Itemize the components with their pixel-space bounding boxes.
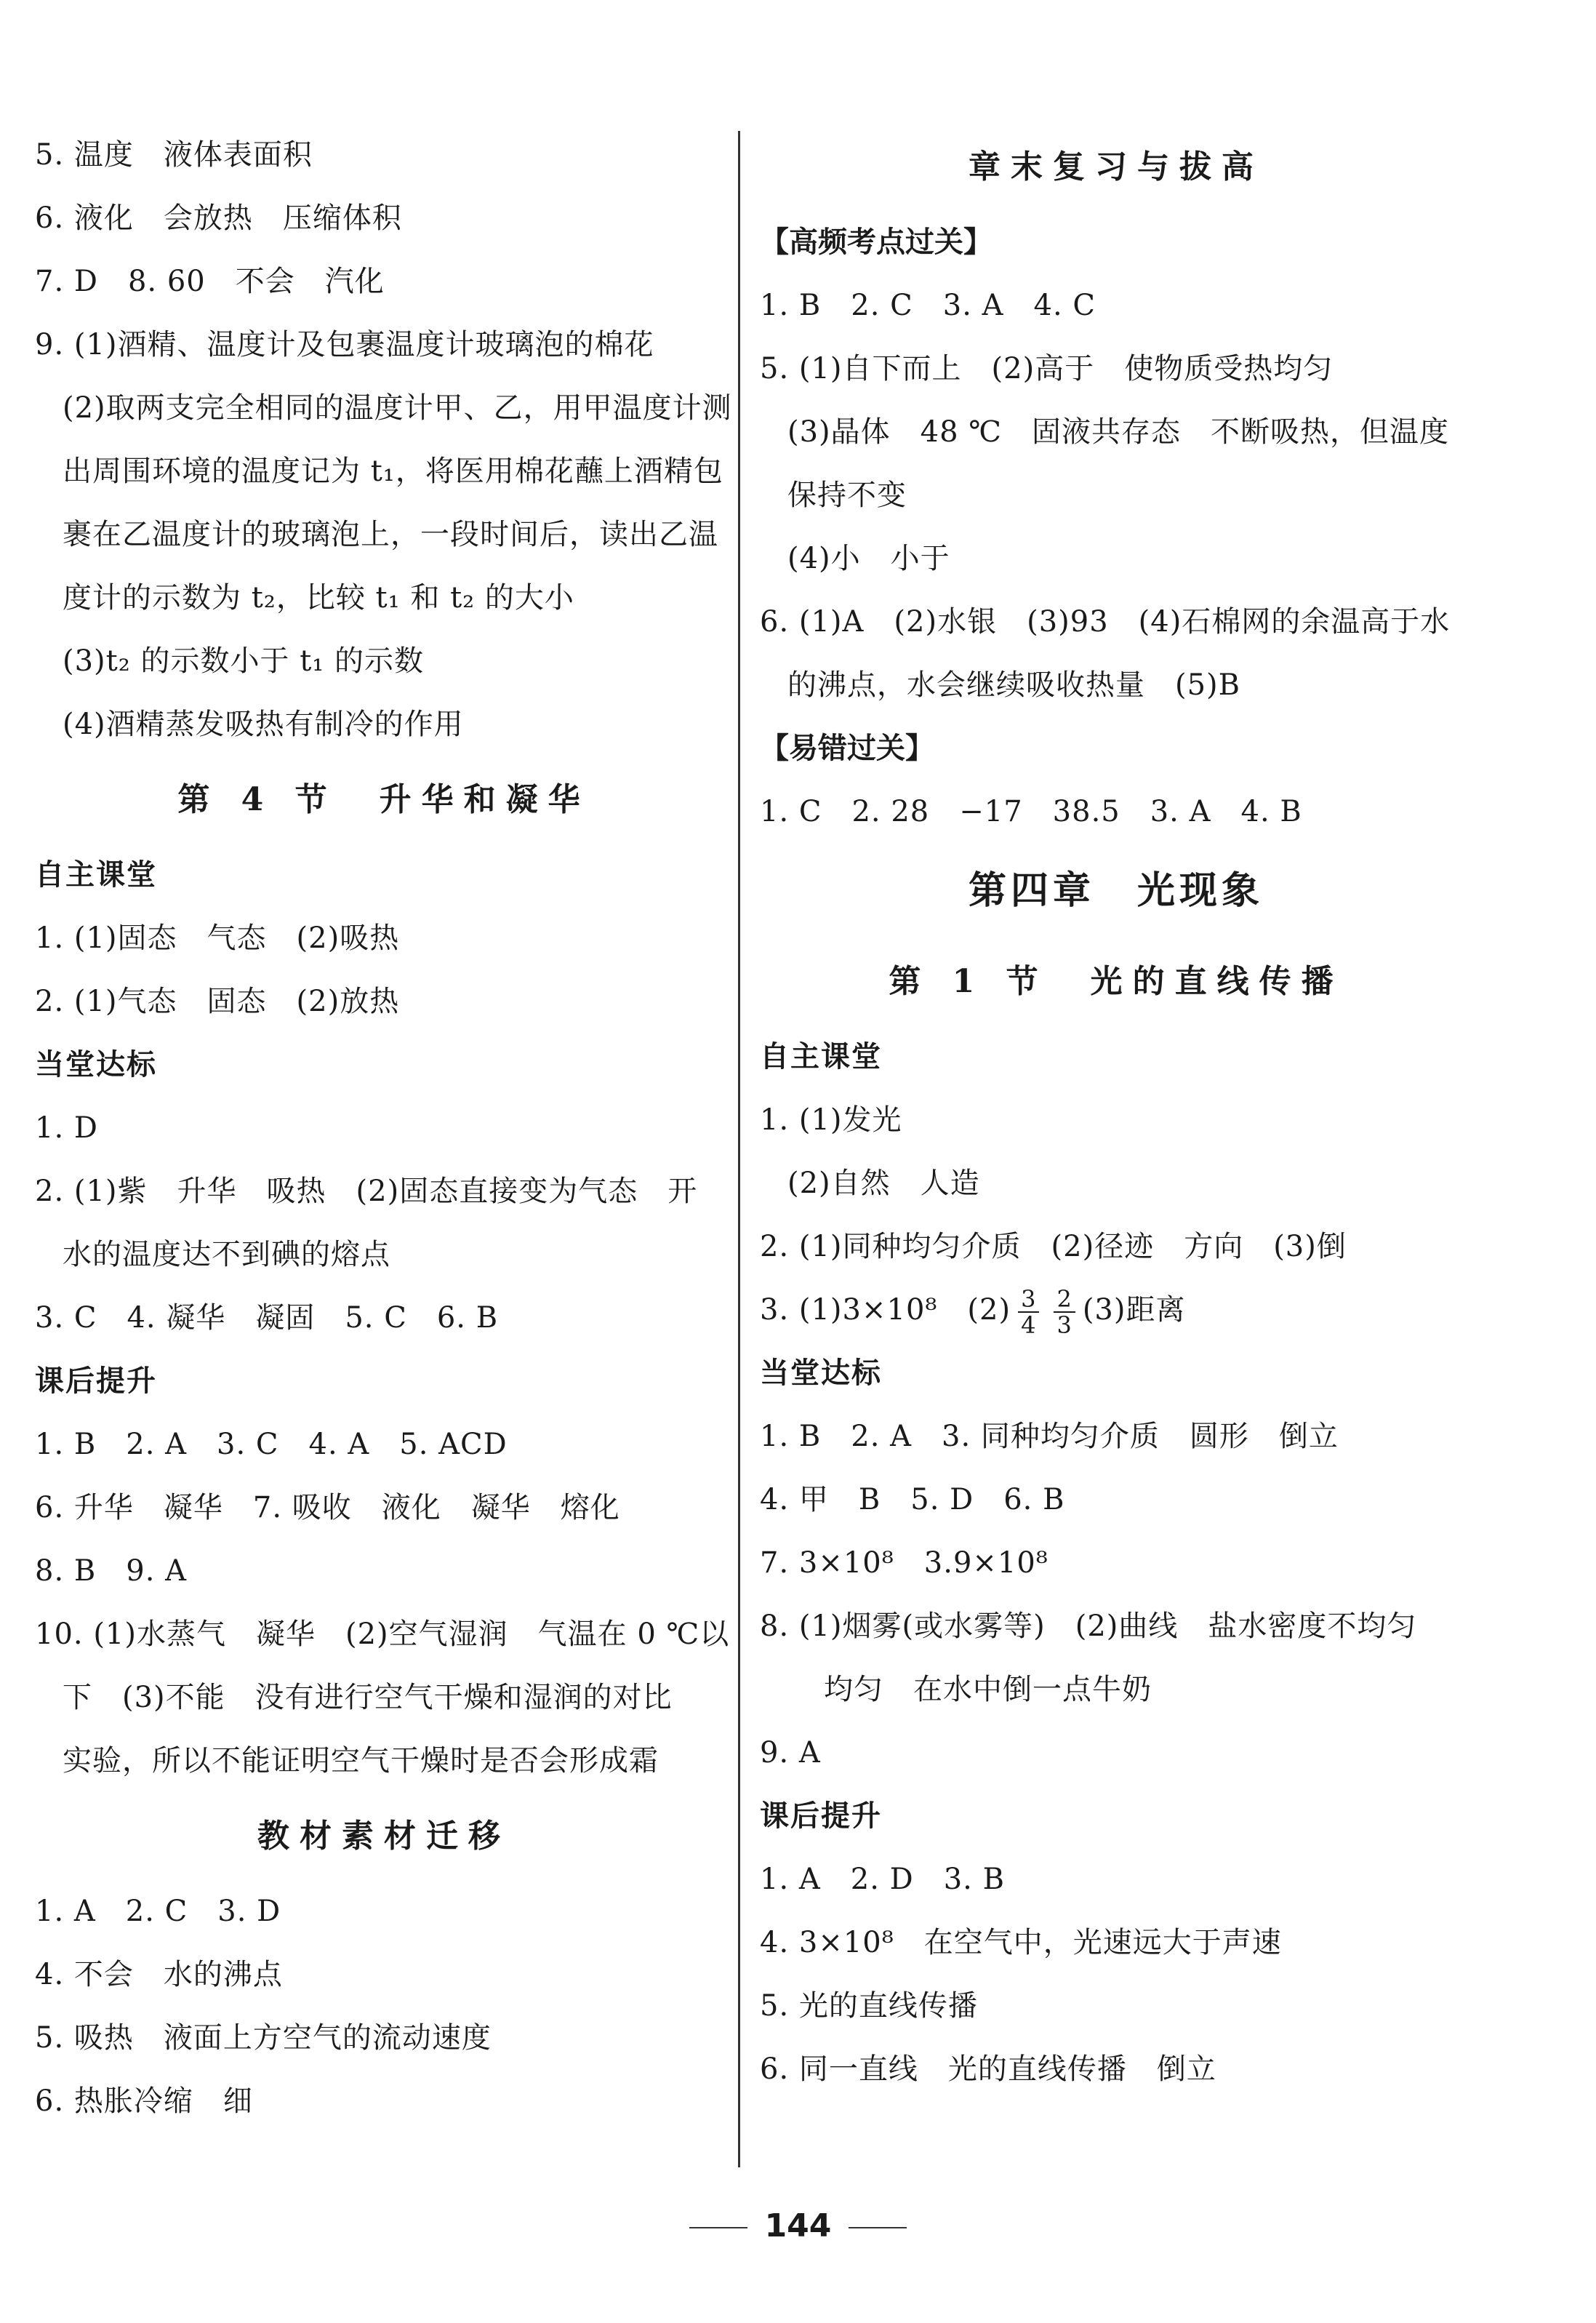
subsection-heading: 自主课堂	[35, 858, 157, 892]
answer-line: 7. 3×10⁸ 3.9×10⁸	[760, 1546, 1048, 1580]
review-heading: 【易错过关】	[760, 732, 934, 765]
answer-line: 8. (1)烟雾(或水雾等) (2)曲线 盐水密度不均匀	[760, 1610, 1417, 1643]
answer-line: 1. (1)固态 气态 (2)吸热	[35, 921, 400, 955]
answer-line: 1. B 2. A 3. C 4. A 5. ACD	[35, 1428, 508, 1461]
answer-continuation: 裹在乙温度计的玻璃泡上，一段时间后，读出乙温	[63, 518, 718, 551]
answer-continuation: 均匀 在水中倒一点牛奶	[824, 1673, 1152, 1706]
answer-continuation: (2)自然 人造	[787, 1167, 980, 1200]
answer-line	[760, 1279, 1472, 1342]
answer-line: 5. (1)自下而上 (2)高于 使物质受热均匀	[760, 352, 1334, 385]
page-number-text: 144	[764, 2207, 832, 2244]
answer-text: 3. (1)3×10⁸ (2)	[760, 1293, 1011, 1327]
page-number-rule-left	[689, 2227, 747, 2228]
answer-continuation: 水的温度达不到碘的熔点	[63, 1238, 390, 1271]
answer-line: 5. 吸热 液面上方空气的流动速度	[35, 2021, 492, 2055]
left-column	[35, 124, 733, 2133]
section-title: 第 1 节 光的直线传播	[889, 963, 1344, 1000]
answer-line: 1. A 2. C 3. D	[35, 1895, 281, 1928]
subsection-heading: 课后提升	[35, 1364, 157, 1398]
answer-line: 9. (1)酒精、温度计及包裹温度计玻璃泡的棉花	[35, 328, 654, 361]
answer-continuation: (4)小 小于	[787, 542, 950, 575]
answer-line: 4. 不会 水的沸点	[35, 1958, 283, 1991]
section-title: 章末复习与拔高	[969, 148, 1264, 185]
answer-line: 1. A 2. D 3. B	[760, 1863, 1005, 1896]
answer-line: 2. (1)气态 固态 (2)放热	[35, 985, 400, 1018]
subsection-heading: 课后提升	[760, 1799, 882, 1833]
right-column	[760, 124, 1472, 2101]
review-heading: 【高频考点过关】	[760, 225, 993, 259]
answer-text: (3)距离	[1082, 1293, 1186, 1327]
answer-continuation: 实验，所以不能证明空气干燥时是否会形成霜	[63, 1744, 659, 1778]
answer-line: 4. 甲 B 5. D 6. B	[760, 1483, 1065, 1516]
answer-continuation: (3)t₂ 的示数小于 t₁ 的示数	[63, 644, 425, 678]
subsection-heading: 当堂达标	[760, 1356, 882, 1390]
answer-line: 6. (1)A (2)水银 (3)93 (4)石棉网的余温高于水	[760, 605, 1451, 639]
chapter-title: 第四章 光现象	[968, 869, 1264, 913]
answer-continuation: (3)晶体 48 ℃ 固液共存态 不断吸热，但温度	[787, 415, 1450, 449]
answer-line: 2. (1)同种均匀介质 (2)径迹 方向 (3)倒	[760, 1230, 1347, 1263]
answer-line: 1. C 2. 28 −17 38.5 3. A 4. B	[760, 795, 1302, 828]
page-number-rule-right	[849, 2227, 907, 2228]
subsection-heading: 当堂达标	[35, 1048, 157, 1081]
subsection-heading: 自主课堂	[760, 1040, 882, 1073]
answer-continuation: (4)酒精蒸发吸热有制冷的作用	[63, 708, 464, 741]
answer-line: 6. 液化 会放热 压缩体积	[35, 201, 402, 235]
answer-continuation: (2)取两支完全相同的温度计甲、乙，用甲温度计测	[63, 391, 732, 425]
section-title: 教材素材迁移	[257, 1818, 510, 1855]
answer-line: 1. (1)发光	[760, 1103, 902, 1137]
answer-continuation: 的沸点，水会继续吸收热量 (5)B	[787, 668, 1241, 702]
fraction	[1054, 1287, 1075, 1338]
fraction-denominator: 3	[1056, 1311, 1072, 1339]
answer-line: 9. A	[760, 1736, 821, 1770]
answer-line: 3. C 4. 凝华 凝固 5. C 6. B	[35, 1301, 499, 1335]
answer-line: 7. D 8. 60 不会 汽化	[35, 265, 385, 298]
fraction-denominator: 4	[1021, 1311, 1037, 1339]
answer-line: 4. 3×10⁸ 在空气中，光速远大于声速	[760, 1926, 1282, 1959]
page-number	[0, 2207, 1596, 2244]
fraction-numerator: 3	[1018, 1287, 1039, 1313]
answer-line: 5. 温度 液体表面积	[35, 138, 313, 172]
answer-line: 6. 热胀冷缩 细	[35, 2084, 253, 2118]
answer-line: 1. B 2. A 3. 同种均匀介质 圆形 倒立	[760, 1420, 1339, 1453]
section-title: 第 4 节 升华和凝华	[177, 781, 590, 818]
answer-line: 10. (1)水蒸气 凝华 (2)空气湿润 气温在 0 ℃以	[35, 1618, 730, 1651]
answer-line: 1. B 2. C 3. A 4. C	[760, 289, 1096, 322]
answer-continuation: 出周围环境的温度记为 t₁，将医用棉花蘸上酒精包	[63, 455, 723, 488]
answer-continuation: 度计的示数为 t₂，比较 t₁ 和 t₂ 的大小	[63, 581, 574, 615]
answer-line: 6. 升华 凝华 7. 吸收 液化 凝华 熔化	[35, 1491, 620, 1524]
answer-line: 5. 光的直线传播	[760, 1989, 978, 2023]
answer-line: 6. 同一直线 光的直线传播 倒立	[760, 2052, 1216, 2086]
answer-line: 1. D	[35, 1111, 98, 1145]
answer-line: 8. B 9. A	[35, 1554, 188, 1588]
answer-continuation: 保持不变	[787, 479, 907, 512]
fraction-numerator: 2	[1054, 1287, 1075, 1313]
fraction	[1018, 1287, 1039, 1338]
answer-continuation: 下 (3)不能 没有进行空气干燥和湿润的对比	[63, 1681, 673, 1714]
answer-line: 2. (1)紫 升华 吸热 (2)固态直接变为气态 开	[35, 1175, 698, 1208]
column-divider	[738, 131, 740, 2167]
